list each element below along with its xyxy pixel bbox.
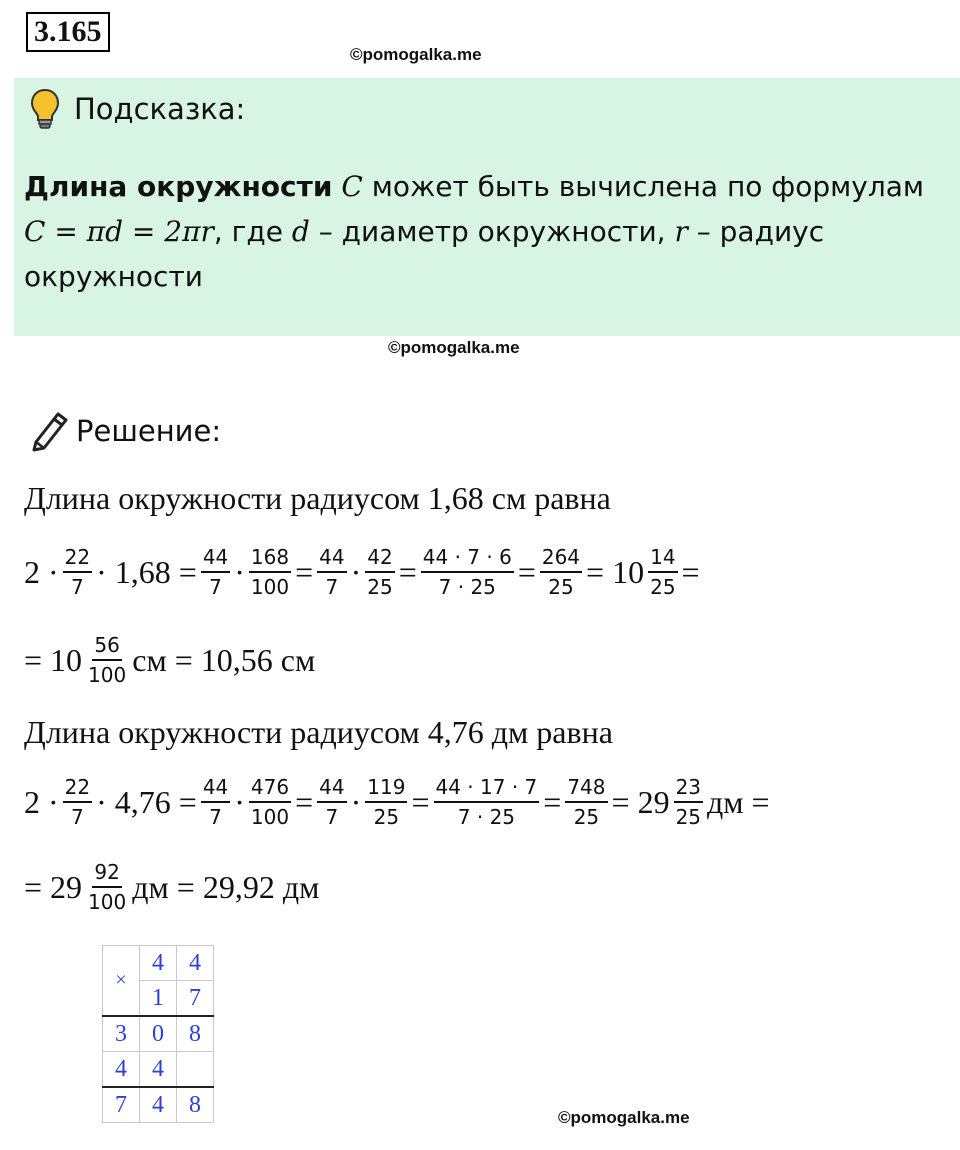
p2-start: 2 · <box>24 783 59 820</box>
p1-eq: = <box>517 553 536 590</box>
p1-start: 2 · <box>24 553 59 590</box>
multiply-sign: × <box>103 946 140 1017</box>
digit-cell: 4 <box>177 946 214 981</box>
p2-eq: = <box>295 783 314 820</box>
watermark-top: ©pomogalka.me <box>350 45 482 64</box>
p2-eq: = <box>411 783 430 820</box>
var-r: r <box>674 215 688 248</box>
hint-bold-term: Длина окружности <box>24 170 333 203</box>
digit-cell: 4 <box>140 946 177 981</box>
fraction: $\frac{92}{100}$ <box>88 860 127 914</box>
p1-eq: = <box>681 553 700 590</box>
part2-line2 <box>24 860 319 914</box>
digit-cell: 7 <box>103 1087 140 1123</box>
p1-eq: = 10 <box>586 553 645 590</box>
fraction: $\frac{14}{25}$ <box>650 545 676 599</box>
p2-eq: = 29 <box>611 783 670 820</box>
part1-line2 <box>24 633 315 687</box>
hint-box <box>14 78 960 336</box>
fraction: $\frac{168}{100}$ <box>250 545 290 599</box>
digit-cell: 8 <box>177 1016 214 1052</box>
p2-eq: = <box>543 783 562 820</box>
fraction: $\frac{264}{25}$ <box>541 545 581 599</box>
p1-mult: · 1,68 = <box>96 553 197 590</box>
p1-l2-start: = 10 <box>24 641 83 678</box>
digit-cell: 0 <box>140 1016 177 1052</box>
var-d: d <box>291 215 310 248</box>
column-multiplication <box>102 945 214 1123</box>
lightbulb-icon <box>30 88 60 130</box>
fraction: $\frac{44 \cdot 17 \cdot 7}{7 \cdot 25}$ <box>435 775 538 829</box>
fraction: $\frac{42}{25}$ <box>367 545 393 599</box>
fraction: $\frac{22}{7}$ <box>64 775 91 829</box>
fraction: $\frac{56}{100}$ <box>88 633 127 687</box>
p2-dot: · <box>350 783 362 820</box>
digit-cell: 4 <box>140 1087 177 1123</box>
var-c: C <box>341 170 363 203</box>
hint-text-5: окружности <box>24 260 203 293</box>
fraction: $\frac{44}{7}$ <box>202 545 229 599</box>
hint-text-1: может быть вычислена по формулам <box>371 170 925 203</box>
part1-line1 <box>24 545 700 599</box>
p2-eq: дм = <box>707 783 770 820</box>
fraction: $\frac{748}{25}$ <box>567 775 606 829</box>
watermark-bottom: ©pomogalka.me <box>558 1108 690 1127</box>
hint-text-4: – радиус <box>696 215 825 248</box>
hint-text-3: – диаметр окружности, <box>318 215 666 248</box>
hint-text <box>24 164 944 299</box>
p1-eq: = <box>398 553 417 590</box>
p1-l2-end: см = 10,56 см <box>132 641 316 678</box>
digit-cell: 8 <box>177 1087 214 1123</box>
fraction: $\frac{44}{7}$ <box>202 775 229 829</box>
task-number: 3.165 <box>26 12 110 52</box>
fraction: $\frac{23}{25}$ <box>675 775 702 829</box>
fraction: $\frac{44}{7}$ <box>319 775 345 829</box>
p1-eq: = <box>295 553 314 590</box>
solution-title: Решение: <box>76 414 222 448</box>
p2-l2-end: дм = 29,92 дм <box>132 868 320 905</box>
part2-line1 <box>24 775 770 829</box>
digit-cell: 1 <box>140 981 177 1017</box>
fraction: $\frac{476}{100}$ <box>250 775 290 829</box>
part1-heading: Длина окружности радиусом 1,68 см равна <box>24 480 611 516</box>
p2-l2-start: = 29 <box>24 868 83 905</box>
fraction: $\frac{44}{7}$ <box>319 545 345 599</box>
fraction: $\frac{119}{25}$ <box>367 775 406 829</box>
watermark-middle: ©pomogalka.me <box>388 338 520 357</box>
p1-dot: · <box>234 553 245 590</box>
p2-mult: · 4,76 = <box>96 783 197 820</box>
hint-text-2: , где <box>213 215 283 248</box>
digit-cell <box>177 1052 214 1088</box>
fraction: $\frac{22}{7}$ <box>64 545 91 599</box>
pencil-icon <box>30 408 70 452</box>
hint-title: Подсказка: <box>74 92 246 126</box>
digit-cell: 4 <box>103 1052 140 1088</box>
digit-cell: 4 <box>140 1052 177 1088</box>
part2-heading: Длина окружности радиусом 4,76 дм равна <box>24 714 613 750</box>
hint-formula: C = πd = 2πr <box>24 215 214 248</box>
p2-dot: · <box>234 783 245 820</box>
digit-cell: 7 <box>177 981 214 1017</box>
digit-cell: 3 <box>103 1016 140 1052</box>
fraction: $\frac{44 \cdot 7 \cdot 6}{7 \cdot 25}$ <box>422 545 512 599</box>
p1-dot: · <box>350 553 362 590</box>
